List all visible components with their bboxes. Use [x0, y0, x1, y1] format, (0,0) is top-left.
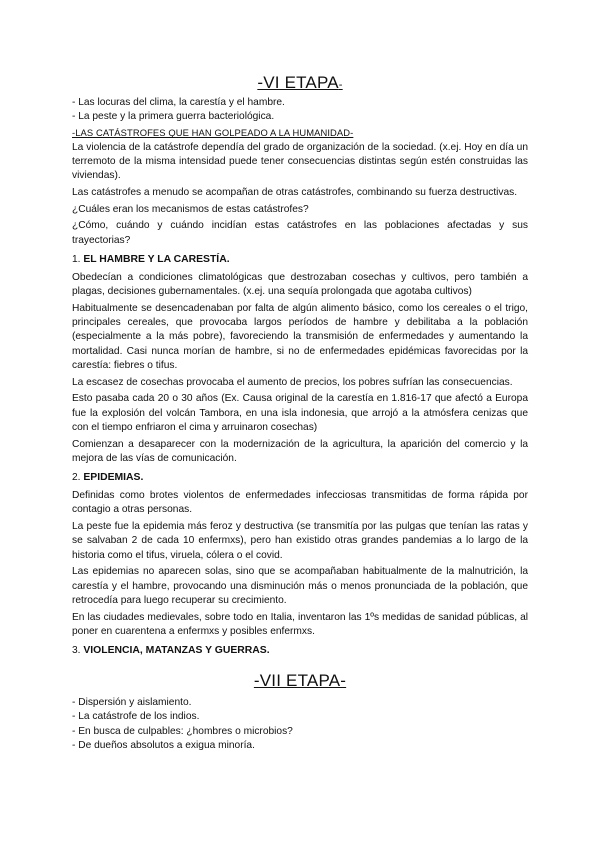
stage6-subheading: -LAS CATÁSTROFES QUE HAN GOLPEADO A LA HUMANIDAD- [72, 127, 354, 139]
section-title: VIOLENCIA, MATANZAS Y GUERRAS. [83, 645, 270, 657]
paragraph: Definidas como brotes violentos de enfermedades infecciosas transmitidas de forma rápida por contagio a otras personas. [72, 490, 528, 516]
list-item: - En busca de culpables: ¿hombres o microbios? [72, 725, 293, 737]
stage6-bullet-list [72, 96, 528, 124]
list-item: - Las locuras del clima, la carestía y el hambre. [72, 97, 285, 108]
stage7-title: -VII ETAPA- [253, 671, 347, 691]
section-title: EL HAMBRE Y LA CARESTÍA. [83, 253, 230, 265]
section-2-heading [72, 471, 528, 485]
paragraph: Comienzan a desaparecer con la modernización de la agricultura, la aparición del comercio y la mejora de las vías de comunicación. [72, 438, 528, 464]
paragraph: ¿Cómo, cuándo y cuándo incidían estas catástrofes en las poblaciones afectadas y sus trayectorias? [72, 220, 528, 246]
stage7-bullet-list [72, 696, 528, 753]
paragraph: Las epidemias no aparecen solas, sino que se acompañaban habitualmente de la malnutrición, la carestía y el hambre, provocando una disminución más o menos pronunciada de la población, que retrocedía para luego recuperar su crecimiento. [72, 566, 528, 606]
document-page [72, 72, 528, 753]
stage6-title [72, 72, 528, 96]
section-1-heading [72, 253, 528, 267]
list-item: - Dispersión y aislamiento. [72, 697, 192, 709]
paragraph: La peste fue la epidemia más feroz y destructiva (se transmitía por las pulgas que tenían las ratas y se salvaban 2 de cada 10 enfermxs), pero han existido otras grandes pandemias a lo largo de la historia como el tifus, viruela, cólera o el covid. [72, 521, 528, 561]
paragraph: Obedecían a condiciones climatológicas que destrozaban cosechas y cultivos, pero también a plagas, decisiones gubernamentales. (x.ej. una sequía prolongada que agotaba cultivos) [72, 272, 528, 298]
paragraph: Habitualmente se desencadenaban por falta de algún alimento básico, como los cereales o el trigo, principales cereales, que provocaba largos períodos de hambre y debilitaba a la población (especialmente a la más pobre), favoreciendo la transmisión de enfermedades y aumentando la mortalidad. Casi nunca morían de hambre, si no de enfermedades epidémicas favorecidas por la carestía: fiebres o tifus. [72, 303, 528, 371]
paragraph: Las catástrofes a menudo se acompañan de otras catástrofes, combinando su fuerza destructivas. [72, 186, 518, 198]
paragraph: La escasez de cosechas provocaba el aumento de precios, los pobres sufrían las consecuencias. [72, 376, 513, 388]
section-number: 1. [72, 253, 84, 265]
stage6-title-tail: - [338, 79, 343, 91]
section-3-heading [72, 644, 528, 658]
paragraph: ¿Cuáles eran los mecanismos de estas catástrofes? [72, 203, 309, 215]
section-number: 3. [72, 645, 84, 657]
section-number: 2. [72, 472, 84, 484]
list-item: - La peste y la primera guerra bacteriológica. [72, 111, 275, 123]
list-item: - La catástrofe de los indios. [72, 711, 200, 723]
list-item: - De dueños absolutos a exigua minoría. [72, 739, 255, 751]
paragraph: Esto pasaba cada 20 o 30 años (Ex. Causa original de la carestía en 1.816-17 que afectó a Europa fue la explosión del volcán Tambora, en una isla indonesia, que arrojó a la atmósfera cenizas que con el tiempo enfriaron el cima y arruinaron cosechas) [72, 393, 528, 433]
section-title: EPIDEMIAS. [83, 472, 144, 484]
stage6-title-text: -VI ETAPA [257, 73, 339, 92]
paragraph: En las ciudades medievales, sobre todo en Italia, inventaron las 1ºs medidas de sanidad públicas, al poner en cuarentena a enfermxs y posibles enfermxs. [72, 611, 528, 637]
paragraph: La violencia de la catástrofe dependía del grado de organización de la sociedad. (x.ej. Hoy en día un terremoto de la misma intensidad puede tener consecuencias distintas según estén construidas las viviendas). [72, 141, 528, 182]
